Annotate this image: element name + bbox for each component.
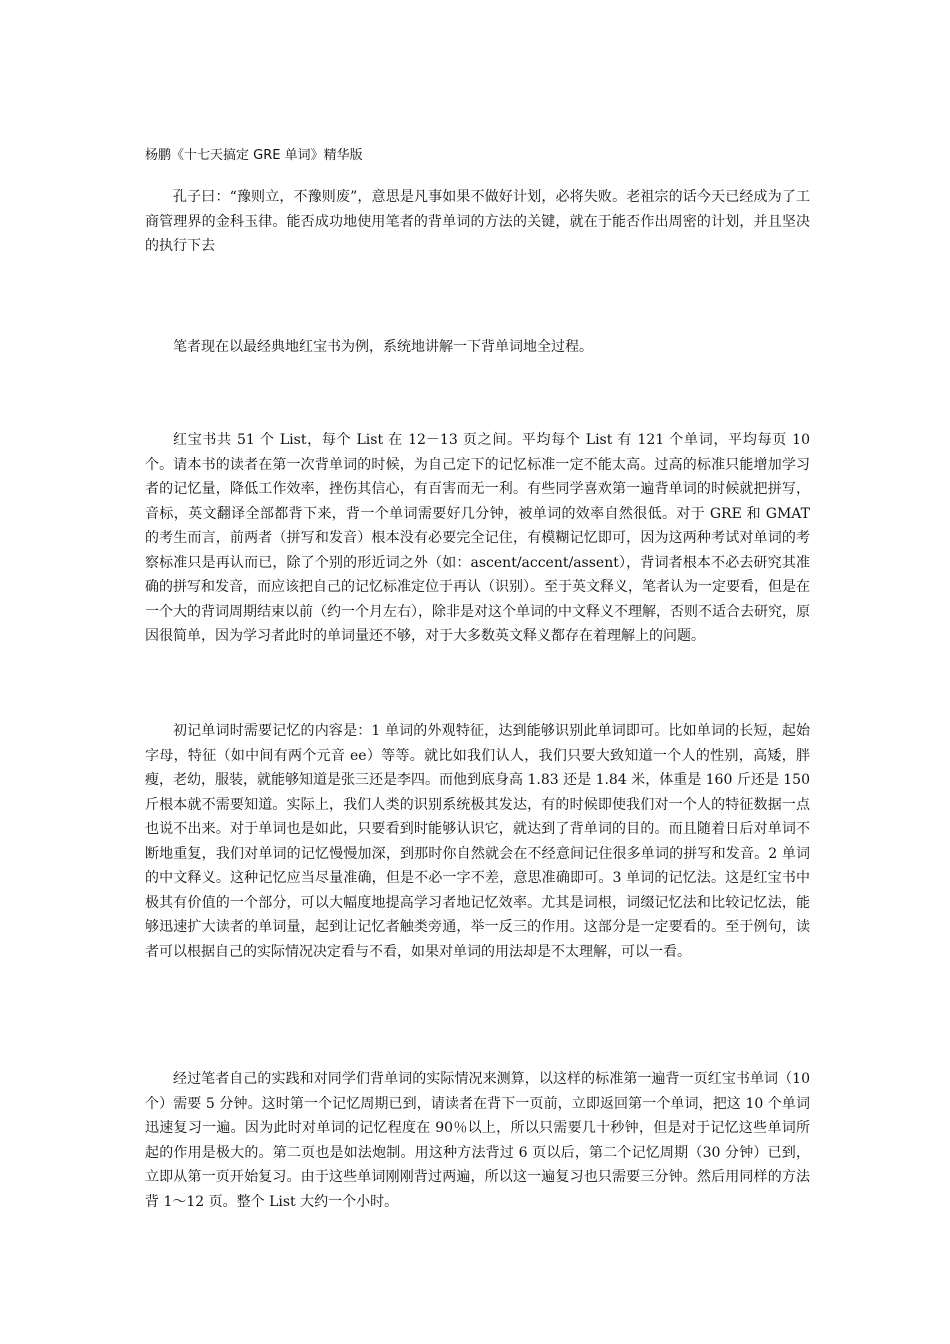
paragraph-red-book: 红宝书共 51 个 List，每个 List 在 12－13 页之间。平均每个 List 有 121 个单词，平均每页 10 个。请本书的读者在第一次背单词的时候，为自己定下的记忆标准一定不能太高。过高的标准只能增加学习者的记忆量，降低工作效率，挫伤其信心，有百害而无一利。有些同学喜欢第一遍背单词的时候就把拼写，音标，英文翻译全部都背下来，背一个单词需要好几分钟，被单词的效率自然很低。对于 GRE 和 GMAT 的考生而言，前两者（拼写和发音）根本没有必要完全记住，有模糊记忆即可，因为这两种考试对单词的考察标准只是再认而已，除了个别的形近词之外（如：ascent/accent/assent），背词者根本不必去研究其准确的拼写和发音，而应该把自己的记忆标准定位于再认（识别）。至于英文释义，笔者认为一定要看，但是在一个大的背词周期结束以前（约一个月左右），除非是对这个单词的中文释义不理解，否则不适合去研究，原因很简单，因为学习者此时的单词量还不够，对于大多数英文释义都存在着理解上的问题。 (145, 432, 810, 644)
paragraph-schedule: 经过笔者自己的实践和对同学们背单词的实际情况来测算，以这样的标准第一遍背一页红宝书单词（10 个）需要 5 分钟。这时第一个记忆周期已到，请读者在背下一页前，立即返回第一个单词，把这 10 个单词迅速复习一遍。因为此时对单词的记忆程度在 90％以上，所以只需要几十秒钟，但是对于记忆这些单词所起的作用是极大的。第二页也是如法炮制。用这种方法背过 6 页以后，第二个记忆周期（30 分钟）已到，立即从第一页开始复习。由于这些单词刚刚背过两遍，所以这一遍复习也只需要三分钟。然后用同样的方法背 1～12 页。整个 List 大约一个小时。 (145, 1071, 810, 1210)
paragraph-memory-content: 初记单词时需要记忆的内容是：1 单词的外观特征，达到能够识别此单词即可。比如单词的长短，起始字母，特征（如中间有两个元音 ee）等等。就比如我们认人，我们只要大致知道一个人的性别，高矮，胖瘦，老幼，服装，就能够知道是张三还是李四。而他到底身高 1.83 还是 1.84 米，体重是 160 斤还是 150 斤根本就不需要知道。实际上，我们人类的识别系统极其发达，有的时候即使我们对一个人的特征数据一点也说不出来。对于单词也是如此，只要看到时能够认识它，就达到了背单词的目的。而且随着日后对单词不断地重复，我们对单词的记忆慢慢加深，到那时你自然就会在不经意间记住很多单词的拼写和发音。2 单词的中文释义。这种记忆应当尽量准确，但是不必一字不差，意思准确即可。3 单词的记忆法。这是红宝书中极其有价值的一个部分，可以大幅度地提高学习者地记忆效率。尤其是词根，词缀记忆法和比较记忆法，能够迅速扩大读者的单词量，起到让记忆者触类旁通，举一反三的作用。这部分是一定要看的。至于例句，读者可以根据自己的实际情况决定看与不看，如果对单词的用法却是不太理解，可以一看。 (145, 723, 810, 960)
document-title: 杨鹏《十七天搞定 GRE 单词》精华版 (145, 148, 363, 163)
paragraph-intro: 孔子曰：“豫则立，不豫则废”，意思是凡事如果不做好计划，必将失败。老祖宗的话今天已经成为了工商管理界的金科玉律。能否成功地使用笔者的背单词的方法的关键，就在于能否作出周密的计划，并且坚决的执行下去 (145, 189, 810, 254)
paragraph-method: 笔者现在以最经典地红宝书为例，系统地讲解一下背单词地全过程。 (173, 339, 593, 355)
